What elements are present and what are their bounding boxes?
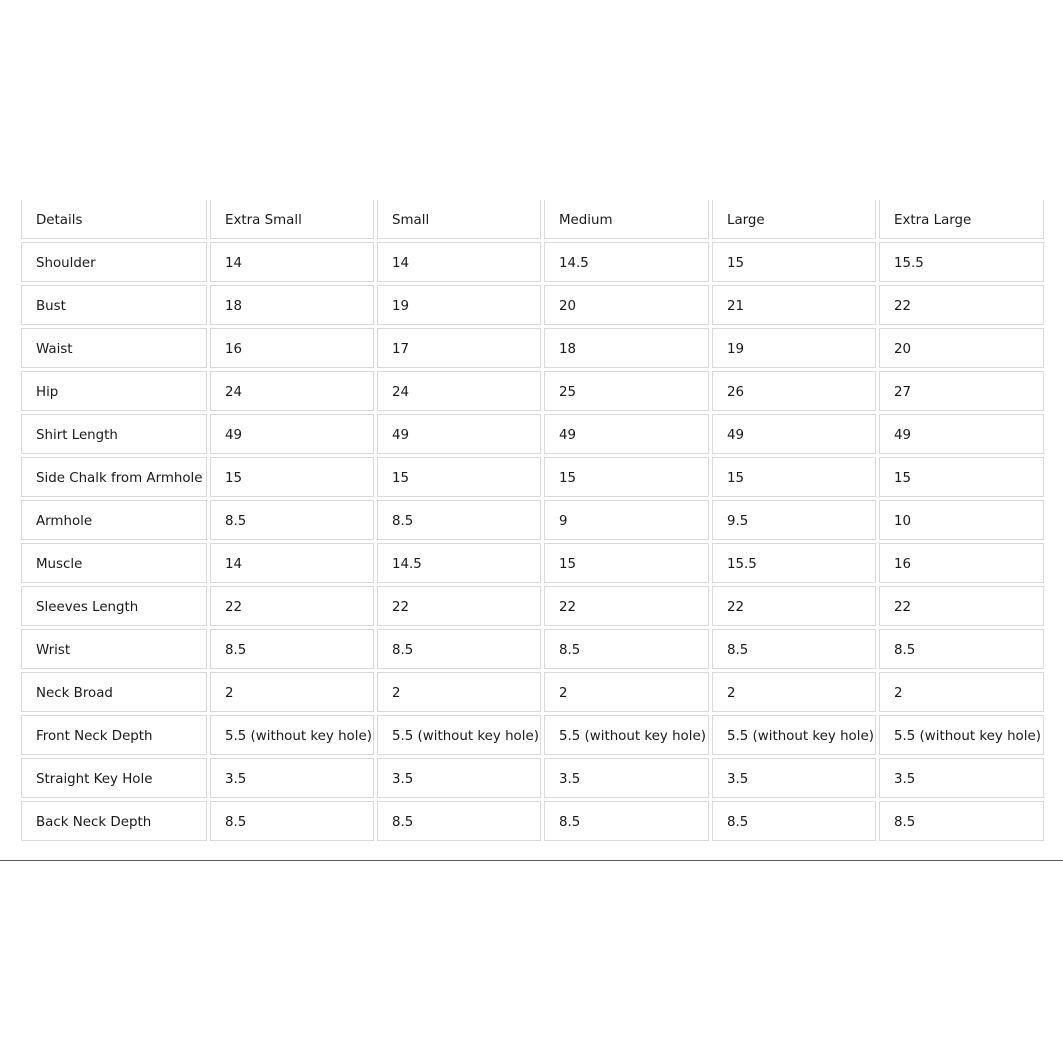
table-cell: 8.5 [712, 801, 876, 841]
table-cell: 10 [879, 500, 1044, 540]
table-cell: 3.5 [210, 758, 374, 798]
table-cell: 3.5 [544, 758, 709, 798]
table-cell: 18 [544, 328, 709, 368]
table-cell: 22 [712, 586, 876, 626]
table-cell: 2 [879, 672, 1044, 712]
row-label: Back Neck Depth [21, 801, 207, 841]
table-cell: 3.5 [879, 758, 1044, 798]
table-row [21, 758, 1044, 798]
table-cell: 2 [544, 672, 709, 712]
table-row [21, 371, 1044, 411]
row-label: Neck Broad [21, 672, 207, 712]
table-cell: 19 [377, 285, 541, 325]
table-cell: 8.5 [544, 801, 709, 841]
table-row [21, 543, 1044, 583]
row-label: Side Chalk from Armhole [21, 457, 207, 497]
table-cell: 15.5 [879, 242, 1044, 282]
table-cell: 15 [377, 457, 541, 497]
row-label: Front Neck Depth [21, 715, 207, 755]
table-row [21, 801, 1044, 841]
table-row [21, 414, 1044, 454]
table-cell: 49 [712, 414, 876, 454]
table-cell: 8.5 [377, 500, 541, 540]
table-row [21, 457, 1044, 497]
table-cell: 8.5 [879, 801, 1044, 841]
table-cell: 49 [544, 414, 709, 454]
row-label: Wrist [21, 629, 207, 669]
table-cell: 15 [712, 242, 876, 282]
row-label: Hip [21, 371, 207, 411]
table-cell: 5.5 (without key hole) [879, 715, 1044, 755]
row-label: Shoulder [21, 242, 207, 282]
table-cell: 8.5 [712, 629, 876, 669]
table-cell: 15 [712, 457, 876, 497]
table-cell: 5.5 (without key hole) [377, 715, 541, 755]
table-cell: 16 [879, 543, 1044, 583]
table-cell: 15.5 [712, 543, 876, 583]
table-cell: 5.5 (without key hole) [544, 715, 709, 755]
table-cell: 14 [210, 543, 374, 583]
table-cell: 49 [210, 414, 374, 454]
table-cell: 22 [210, 586, 374, 626]
header-cell-small: Small [377, 200, 541, 239]
table-cell: 17 [377, 328, 541, 368]
table-cell: 26 [712, 371, 876, 411]
header-cell-details: Details [21, 200, 207, 239]
row-label: Shirt Length [21, 414, 207, 454]
table-cell: 49 [377, 414, 541, 454]
header-cell-large: Large [712, 200, 876, 239]
table-cell: 15 [210, 457, 374, 497]
table-cell: 2 [712, 672, 876, 712]
table-cell: 15 [879, 457, 1044, 497]
table-cell: 2 [210, 672, 374, 712]
table-cell: 8.5 [377, 801, 541, 841]
row-label: Muscle [21, 543, 207, 583]
table-cell: 27 [879, 371, 1044, 411]
table-cell: 25 [544, 371, 709, 411]
table-cell: 8.5 [879, 629, 1044, 669]
table-row [21, 242, 1044, 282]
table-row [21, 285, 1044, 325]
table-cell: 14 [210, 242, 374, 282]
row-label: Waist [21, 328, 207, 368]
table-cell: 9 [544, 500, 709, 540]
size-chart-table [18, 200, 1047, 844]
header-cell-medium: Medium [544, 200, 709, 239]
table-row [21, 586, 1044, 626]
row-label: Bust [21, 285, 207, 325]
header-cell-extra-large: Extra Large [879, 200, 1044, 239]
table-cell: 24 [210, 371, 374, 411]
table-cell: 3.5 [712, 758, 876, 798]
table-cell: 8.5 [210, 801, 374, 841]
table-cell: 49 [879, 414, 1044, 454]
table-cell: 15 [544, 543, 709, 583]
table-cell: 9.5 [712, 500, 876, 540]
table-cell: 20 [879, 328, 1044, 368]
table-row [21, 328, 1044, 368]
table-cell: 18 [210, 285, 374, 325]
header-row [21, 200, 1044, 239]
table-row [21, 500, 1044, 540]
table-cell: 20 [544, 285, 709, 325]
table-cell: 2 [377, 672, 541, 712]
table-cell: 5.5 (without key hole) [210, 715, 374, 755]
table-cell: 14.5 [544, 242, 709, 282]
table-row [21, 629, 1044, 669]
table-cell: 19 [712, 328, 876, 368]
table-cell: 22 [879, 285, 1044, 325]
table-cell: 8.5 [377, 629, 541, 669]
row-label: Armhole [21, 500, 207, 540]
table-cell: 14.5 [377, 543, 541, 583]
table-cell: 3.5 [377, 758, 541, 798]
row-label: Straight Key Hole [21, 758, 207, 798]
table-cell: 8.5 [210, 629, 374, 669]
table-row [21, 672, 1044, 712]
table-cell: 8.5 [544, 629, 709, 669]
header-cell-extra-small: Extra Small [210, 200, 374, 239]
table-cell: 16 [210, 328, 374, 368]
size-chart-frame [0, 200, 1063, 861]
table-cell: 22 [879, 586, 1044, 626]
table-cell: 15 [544, 457, 709, 497]
table-cell: 21 [712, 285, 876, 325]
row-label: Sleeves Length [21, 586, 207, 626]
table-cell: 22 [544, 586, 709, 626]
table-cell: 22 [377, 586, 541, 626]
table-cell: 5.5 (without key hole) [712, 715, 876, 755]
table-cell: 24 [377, 371, 541, 411]
table-row [21, 715, 1044, 755]
table-cell: 8.5 [210, 500, 374, 540]
table-cell: 14 [377, 242, 541, 282]
